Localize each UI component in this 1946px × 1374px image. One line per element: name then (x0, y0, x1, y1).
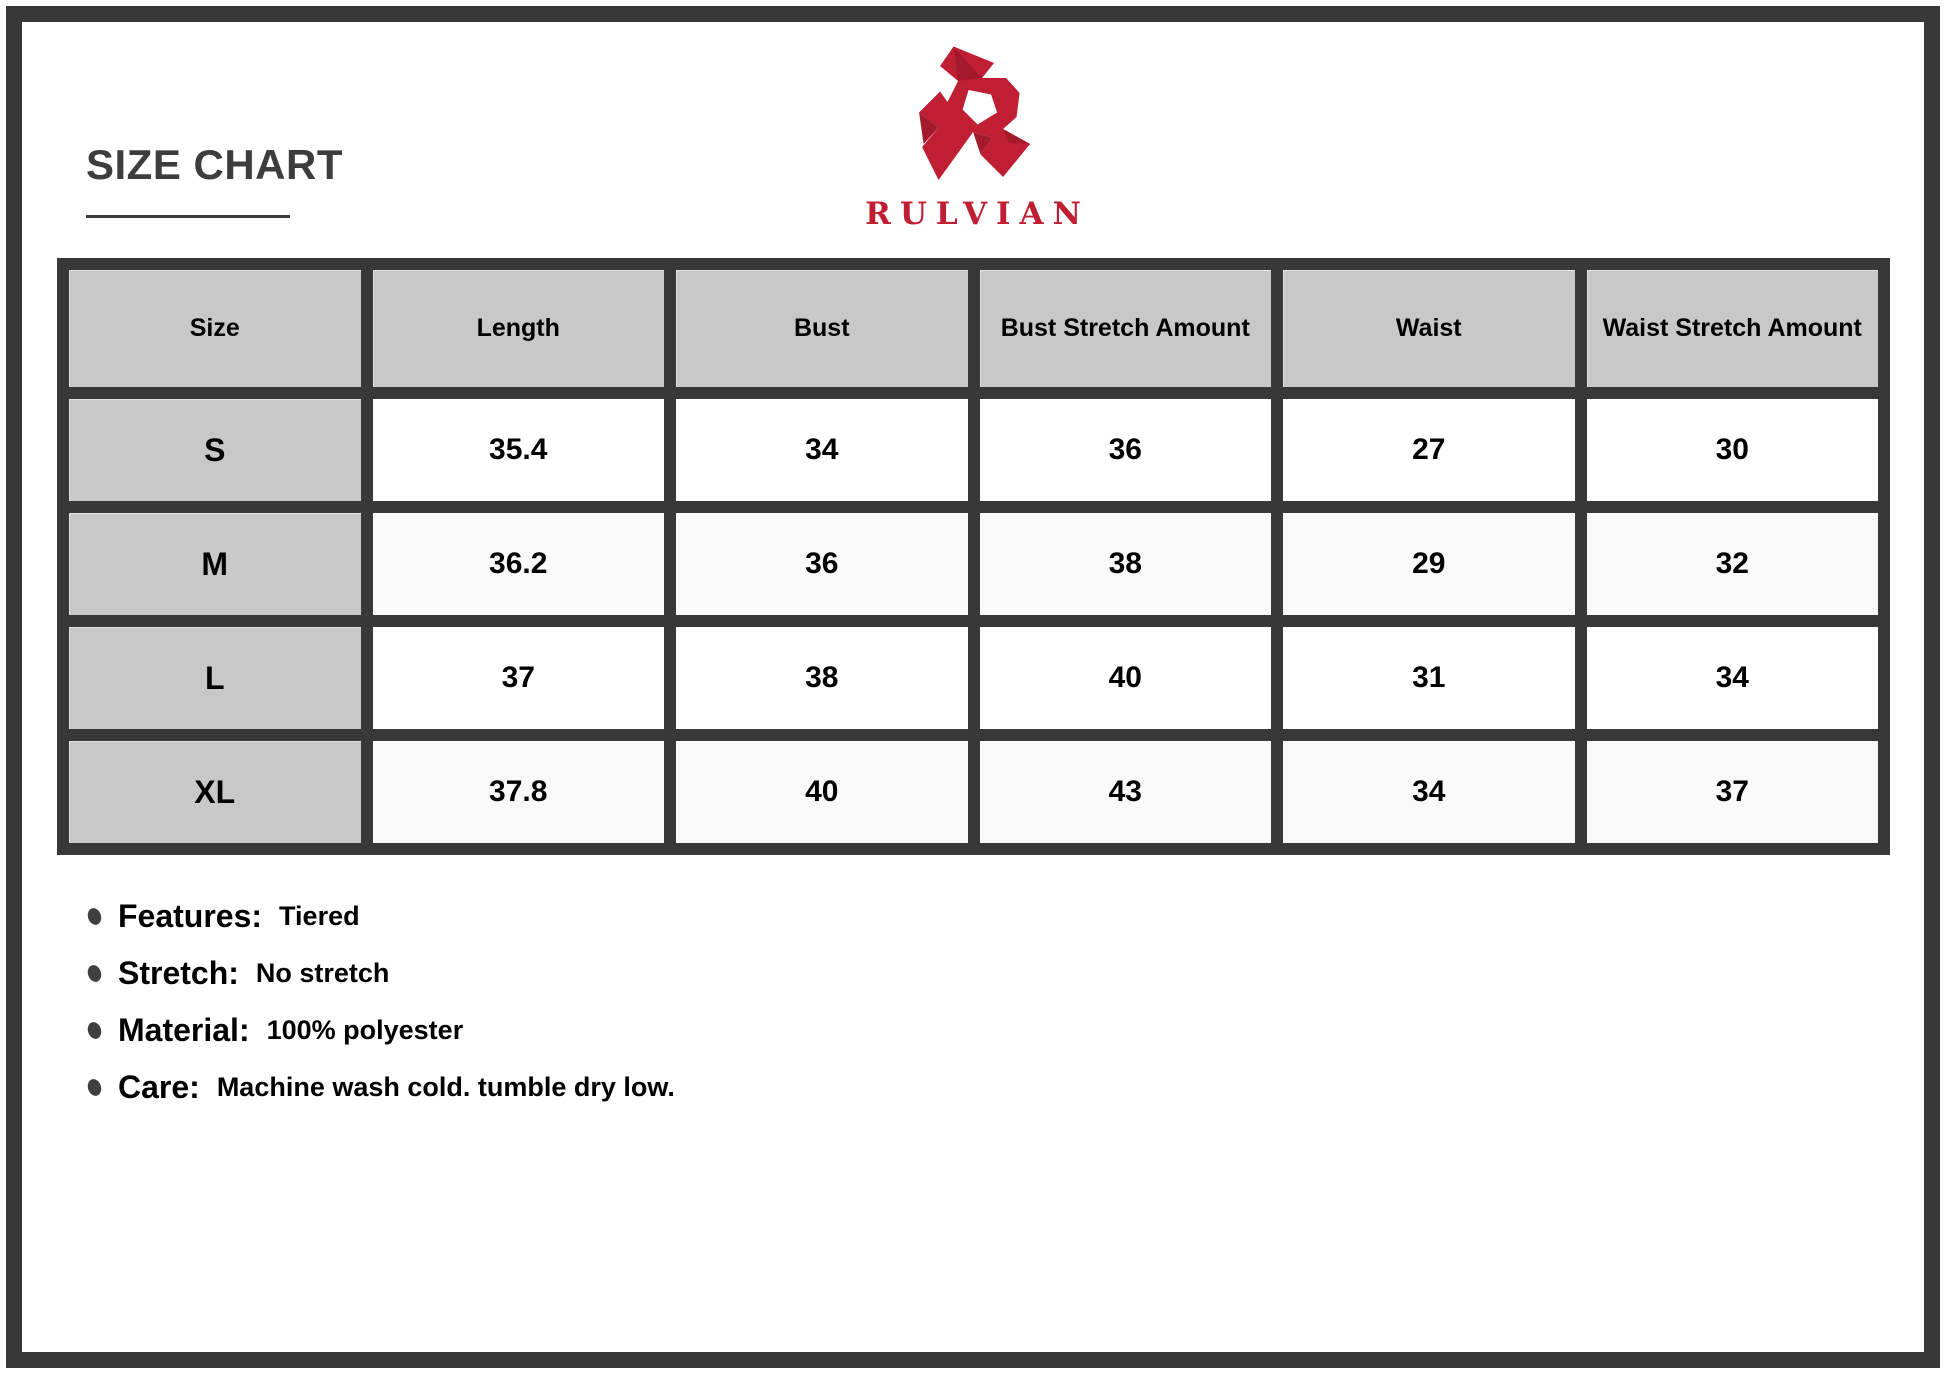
size-cell: XL (69, 741, 361, 843)
value-cell: 35.4 (373, 399, 665, 501)
size-cell: M (69, 513, 361, 615)
table-header-row (69, 270, 1878, 387)
product-details-list (88, 898, 675, 1126)
page-title: SIZE CHART (86, 141, 343, 188)
header-cell-bust: Bust (676, 270, 968, 387)
bullet-icon (86, 1020, 104, 1040)
value-cell: 40 (676, 741, 968, 843)
value-cell: 37 (1587, 741, 1879, 843)
value-cell: 36.2 (373, 513, 665, 615)
list-item-care (88, 1069, 675, 1106)
value-cell: 34 (1587, 627, 1879, 729)
value-cell: 32 (1587, 513, 1879, 615)
value-cell: 38 (676, 627, 968, 729)
header-cell-waist: Waist (1283, 270, 1575, 387)
title-underline (86, 215, 290, 218)
value-cell: 36 (676, 513, 968, 615)
bullet-icon (86, 906, 104, 926)
title-block (86, 142, 343, 218)
detail-label: Material: (118, 1012, 250, 1048)
detail-value: No stretch (255, 958, 390, 988)
list-item-features (88, 898, 675, 935)
header-cell-length: Length (373, 270, 665, 387)
rulvian-angular-r-icon (897, 42, 1049, 192)
header-cell-bust-stretch: Bust Stretch Amount (980, 270, 1272, 387)
value-cell: 29 (1283, 513, 1575, 615)
detail-value: Machine wash cold. tumble dry low. (216, 1072, 675, 1102)
table-row-m (69, 513, 1878, 615)
table-row-s (69, 399, 1878, 501)
value-cell: 43 (980, 741, 1272, 843)
value-cell: 40 (980, 627, 1272, 729)
bullet-icon (86, 1077, 104, 1097)
brand-wordmark: RULVIAN (865, 196, 1090, 232)
header-cell-waist-stretch: Waist Stretch Amount (1587, 270, 1879, 387)
value-cell: 34 (1283, 741, 1575, 843)
detail-label: Features: (118, 898, 263, 934)
value-cell: 31 (1283, 627, 1575, 729)
bullet-icon (86, 963, 104, 983)
value-cell: 37.8 (373, 741, 665, 843)
detail-value: Tiered (279, 901, 360, 931)
value-cell: 37 (373, 627, 665, 729)
size-cell: S (69, 399, 361, 501)
size-cell: L (69, 627, 361, 729)
size-chart-table (57, 258, 1890, 855)
value-cell: 36 (980, 399, 1272, 501)
header-cell-size: Size (69, 270, 361, 387)
detail-label: Stretch: (118, 955, 239, 991)
value-cell: 27 (1283, 399, 1575, 501)
value-cell: 38 (980, 513, 1272, 615)
value-cell: 34 (676, 399, 968, 501)
value-cell: 30 (1587, 399, 1879, 501)
list-item-stretch (88, 955, 675, 992)
detail-value: 100% polyester (266, 1015, 464, 1045)
brand-logo (856, 42, 1090, 232)
list-item-material (88, 1012, 675, 1049)
detail-label: Care: (118, 1069, 200, 1105)
table-row-l (69, 627, 1878, 729)
table-row-xl (69, 741, 1878, 843)
